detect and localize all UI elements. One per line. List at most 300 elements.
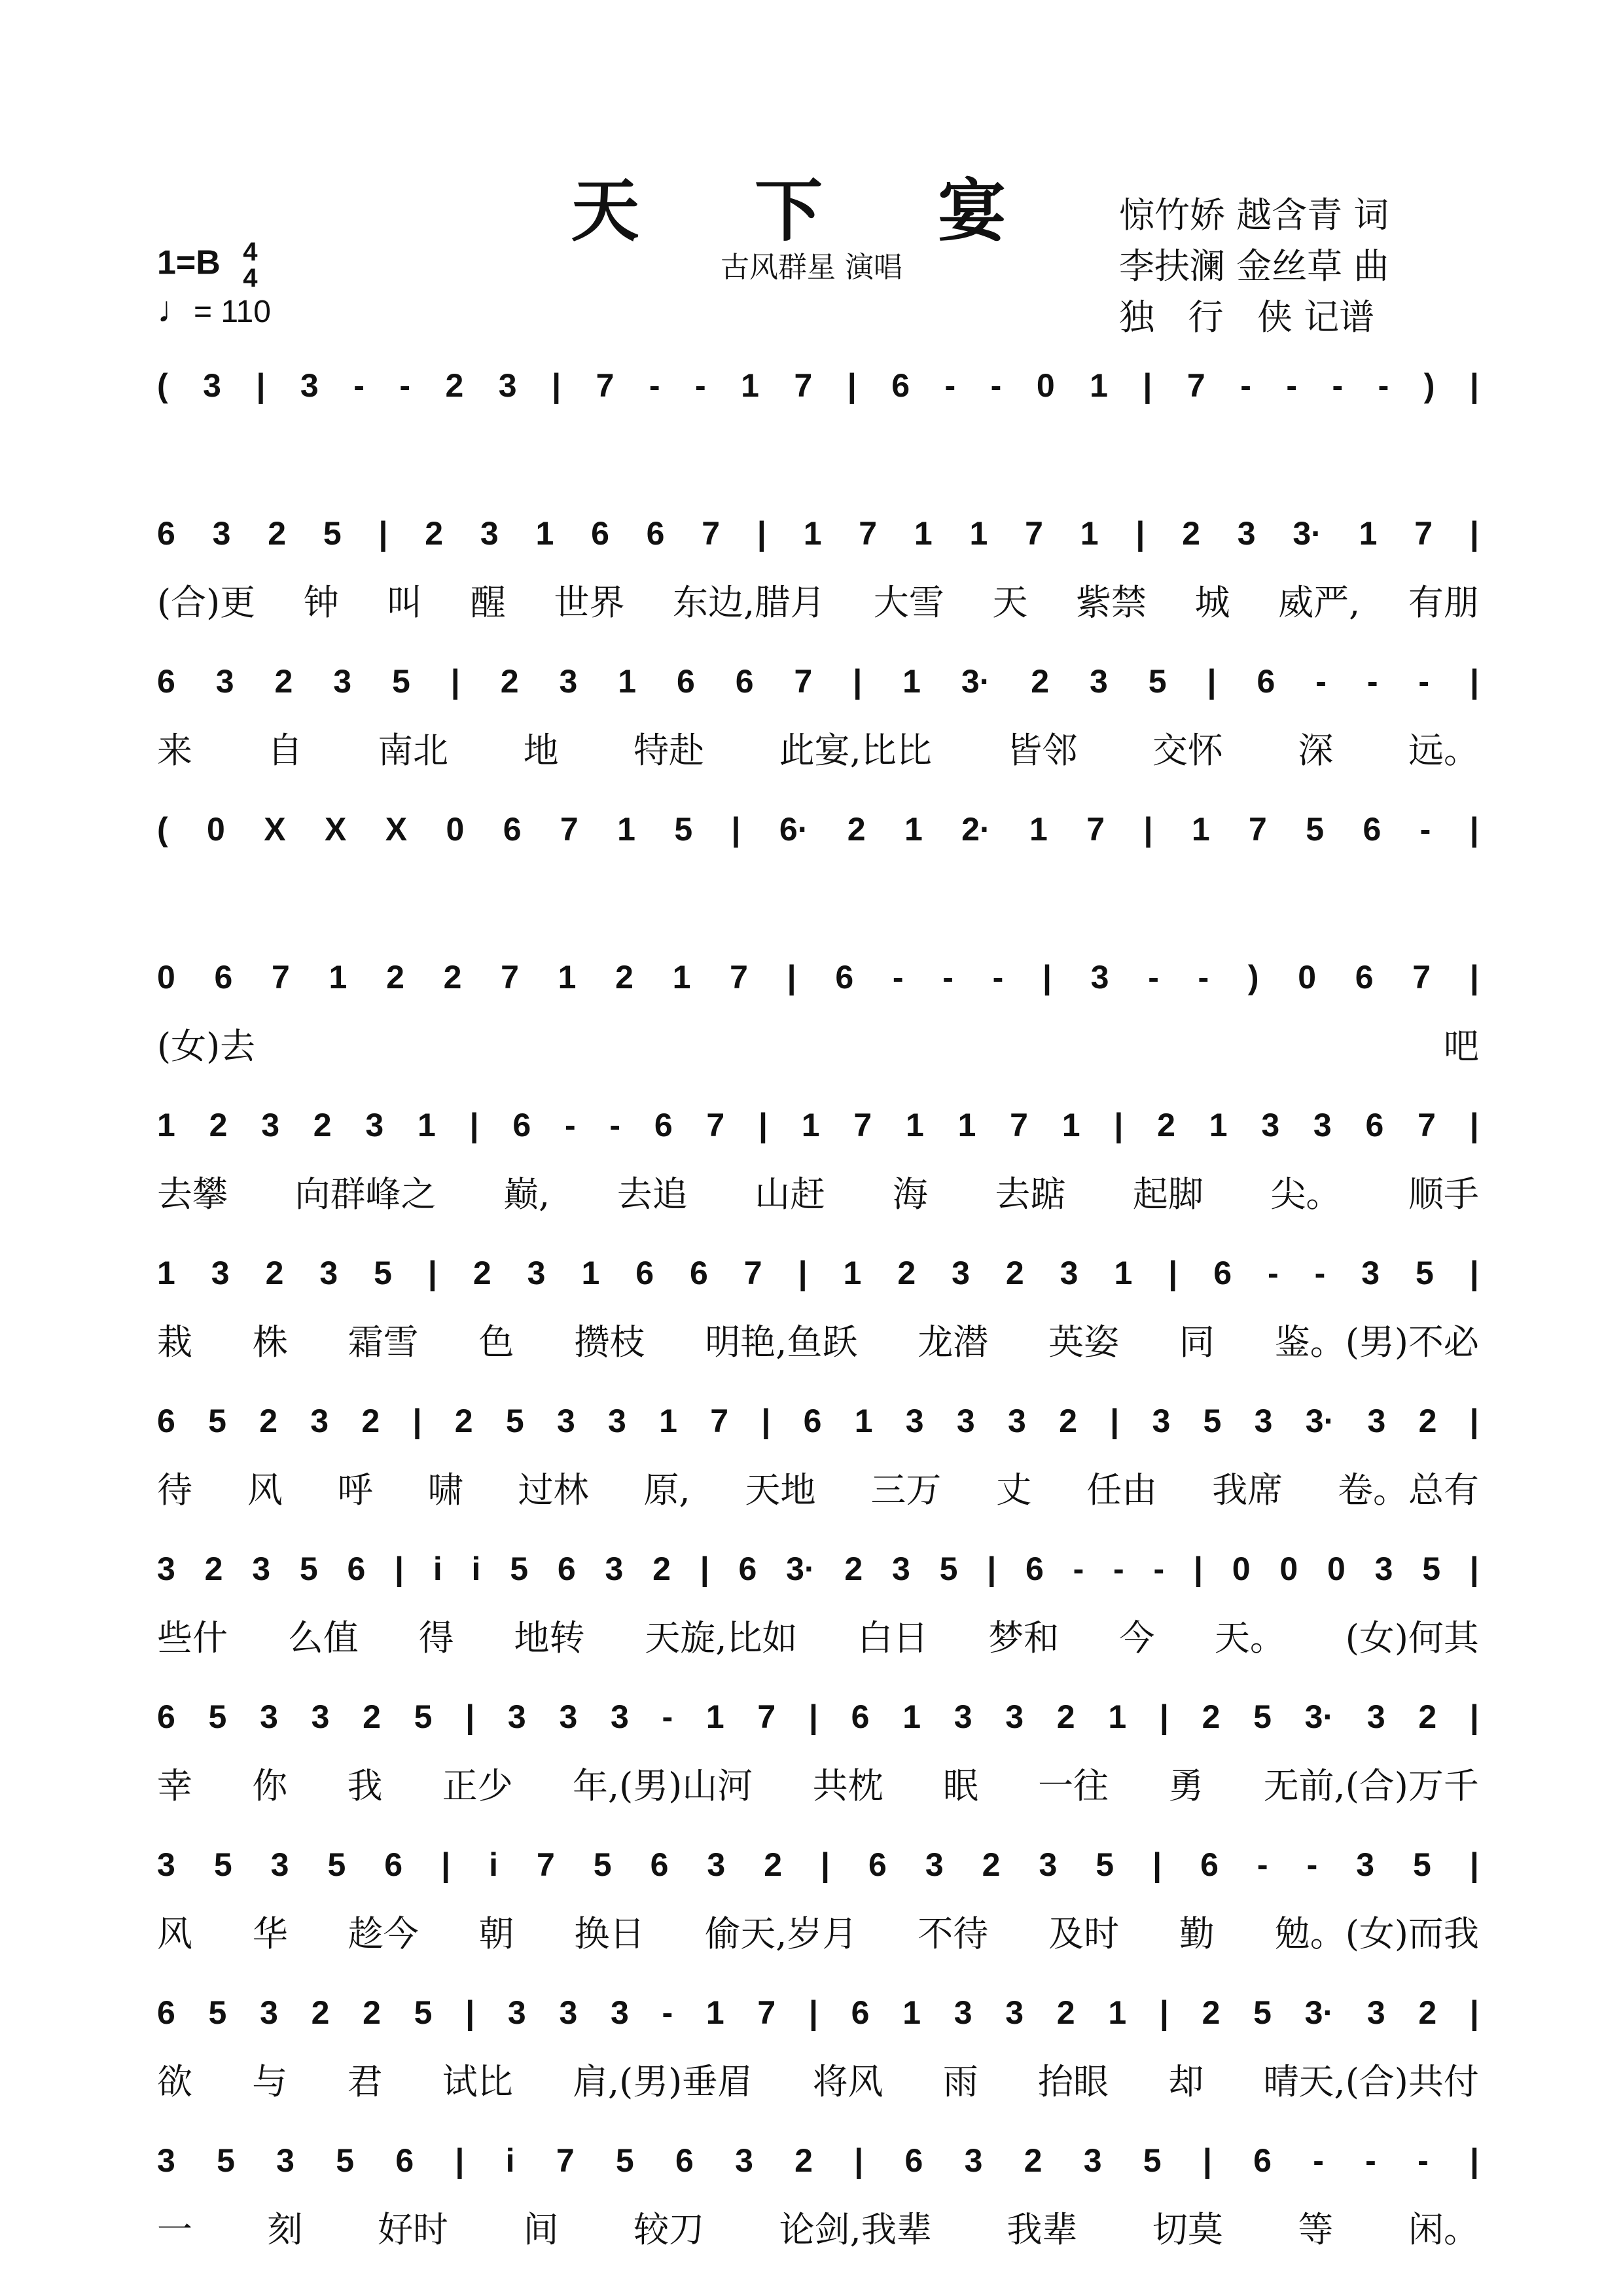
note: - — [1257, 1846, 1268, 1883]
note: 3· — [1293, 515, 1322, 552]
note: 6 — [654, 1107, 673, 1143]
lyric-syllable: 啸 — [427, 1469, 463, 1511]
note: 1 — [1090, 367, 1108, 404]
lyrics-row — [157, 1906, 1479, 1956]
lyric-syllable: 肩,(男)垂眉 — [573, 2061, 753, 2102]
lyric-syllable: 去踮 — [995, 1174, 1066, 1215]
note: 3 — [1261, 1107, 1280, 1143]
key-signature — [157, 239, 258, 291]
note: 3 — [527, 1255, 546, 1291]
note: 5 — [414, 1698, 433, 1735]
barline: | — [395, 1551, 404, 1587]
note: 6 — [635, 1255, 654, 1291]
barline: | — [378, 515, 388, 552]
lyric-syllable: 君 — [347, 2061, 383, 2102]
note: ( — [157, 367, 168, 404]
lyrics-row — [157, 723, 1479, 773]
note: 5 — [299, 1551, 318, 1587]
lyric-syllable: 幸 — [157, 1765, 192, 1806]
barline: | — [1143, 367, 1152, 404]
barline: | — [758, 1107, 768, 1143]
barline: | — [1135, 515, 1145, 552]
note: 7 — [1414, 515, 1433, 552]
note: 3 — [203, 367, 221, 404]
lyric-syllable: 风 — [247, 1469, 283, 1511]
note: 7 — [757, 1994, 776, 2031]
note: 3 — [1005, 1994, 1024, 2031]
note: 7 — [501, 959, 519, 996]
note: 1 — [157, 1107, 175, 1143]
lyric-syllable: 闲。 — [1408, 2209, 1479, 2250]
lyric-syllable: 鉴。(男)不必 — [1274, 1321, 1479, 1363]
note: 1 — [969, 515, 988, 552]
note: 3 — [1367, 1403, 1386, 1439]
note: - — [1419, 811, 1431, 848]
notation-row — [157, 1981, 1479, 2046]
note: 0 — [1036, 367, 1055, 404]
lyric-syllable: 叫 — [387, 582, 423, 623]
note: 6 — [157, 1994, 175, 2031]
notation-row — [157, 797, 1479, 863]
barline: | — [854, 2142, 864, 2179]
note: 1 — [803, 515, 822, 552]
note: - — [1073, 1551, 1084, 1587]
lyric-syllable: 换日 — [574, 1913, 645, 1954]
lyric-syllable: 及时 — [1048, 1913, 1120, 1954]
lyric-syllable: 不待 — [918, 1913, 989, 1954]
barline: | — [441, 1846, 451, 1883]
lyric-syllable: 海 — [892, 1174, 928, 1215]
lyric-syllable: 我 — [347, 1765, 383, 1806]
lyric-syllable: 株 — [252, 1321, 288, 1363]
note: - — [1240, 367, 1251, 404]
note: 2 — [1031, 663, 1050, 700]
note: 5 — [327, 1846, 346, 1883]
note: 3 — [498, 367, 517, 404]
lyric-syllable: 我辈 — [1007, 2209, 1078, 2250]
barline: | — [1143, 811, 1153, 848]
note: 5 — [510, 1551, 529, 1587]
lyric-syllable: 世界 — [554, 582, 625, 623]
note: 3 — [260, 1994, 278, 2031]
note: 1 — [902, 1994, 921, 2031]
note: 2 — [209, 1107, 228, 1143]
note: 5 — [1253, 1698, 1272, 1735]
note: - — [1366, 663, 1378, 700]
note: 5 — [1203, 1403, 1222, 1439]
note: 3 — [319, 1255, 338, 1291]
lyric-syllable: 此宴,比比 — [779, 730, 932, 771]
note: 3 — [1366, 1698, 1385, 1735]
notation-text — [157, 514, 1479, 552]
note: 5 — [1416, 1255, 1434, 1291]
lyrics-row — [157, 2202, 1479, 2252]
barline: | — [1168, 1255, 1178, 1291]
note: 3· — [1305, 1403, 1335, 1439]
note: 3 — [311, 1698, 330, 1735]
note: 3 — [1039, 1846, 1058, 1883]
tempo-value: = 110 — [194, 295, 271, 329]
note: 3 — [605, 1551, 624, 1587]
note: 3 — [333, 663, 352, 700]
lyricist-credit: 惊竹娇 越含青 词 — [1119, 194, 1389, 236]
lyric-syllable: 皆邻 — [1007, 730, 1078, 771]
lyric-syllable: 南北 — [378, 730, 449, 771]
note: 3 — [261, 1107, 279, 1143]
note: 2 — [1202, 1994, 1221, 2031]
note: 6 — [891, 367, 910, 404]
barline: | — [1193, 1551, 1203, 1587]
barline: | — [757, 515, 766, 552]
performer-credit: 古风群星 演唱 — [721, 251, 902, 284]
lyric-syllable: 等 — [1298, 2209, 1334, 2250]
tempo-marking — [157, 288, 271, 331]
note: 6 — [1200, 1846, 1219, 1883]
lyric-syllable: 无前,(合)万千 — [1263, 1765, 1479, 1806]
note: 3 — [212, 515, 231, 552]
note: 5 — [1306, 811, 1325, 848]
note: 3 — [608, 1403, 626, 1439]
note: 6 — [157, 1403, 175, 1439]
lyric-syllable: 天地 — [745, 1469, 816, 1511]
note: 6 — [157, 1698, 175, 1735]
note: 1 — [914, 515, 933, 552]
note: 5 — [615, 2142, 634, 2179]
lyric-syllable: 白日 — [857, 1617, 929, 1659]
note: 1 — [581, 1255, 600, 1291]
barline: | — [469, 1107, 479, 1143]
note: 0 — [207, 811, 225, 848]
note: 2 — [265, 1255, 284, 1291]
note: - — [399, 367, 411, 404]
note: 1 — [705, 1994, 724, 2031]
note: 3 — [735, 2142, 753, 2179]
note: 7 — [853, 1107, 872, 1143]
lyric-syllable: 却 — [1168, 2061, 1204, 2102]
note: 3 — [1152, 1403, 1171, 1439]
note: 3 — [1090, 663, 1108, 700]
note: 5 — [1253, 1994, 1272, 2031]
note: 7 — [272, 959, 290, 996]
note: 3 — [610, 1698, 629, 1735]
lyric-syllable: 明艳,鱼跃 — [705, 1321, 858, 1363]
barline: | — [1469, 1255, 1479, 1291]
barline: | — [1152, 1846, 1162, 1883]
note: - — [1418, 663, 1430, 700]
lyric-syllable: 风 — [157, 1913, 192, 1954]
barline: | — [761, 1403, 771, 1439]
note: 6 — [835, 959, 854, 996]
note: 3 — [559, 663, 578, 700]
note: 2 — [1056, 1994, 1075, 2031]
note: 2 — [454, 1403, 473, 1439]
note: 3 — [1356, 1846, 1375, 1883]
note: 3 — [559, 1698, 578, 1735]
note: 3 — [1237, 515, 1256, 552]
note: 2 — [1182, 515, 1200, 552]
lyric-syllable: 正少 — [442, 1765, 513, 1806]
note: 1 — [1359, 515, 1378, 552]
lyric-syllable: 霜雪 — [348, 1321, 419, 1363]
lyric-syllable: 色 — [478, 1321, 514, 1363]
note: 6 — [512, 1107, 531, 1143]
note: 3· — [961, 663, 991, 700]
note: 3 — [905, 1403, 924, 1439]
barline: | — [1469, 515, 1479, 552]
note: 1 — [1114, 1255, 1133, 1291]
barline: | — [1207, 663, 1217, 700]
note: i — [433, 1551, 442, 1587]
lyric-syllable: 交怀 — [1152, 730, 1223, 771]
note: 1 — [535, 515, 554, 552]
note: ) — [1423, 367, 1435, 404]
note: 6 — [1363, 811, 1382, 848]
lyric-syllable: 同 — [1179, 1321, 1215, 1363]
note: 7 — [859, 515, 878, 552]
note: 6 — [851, 1994, 870, 2031]
note: 7 — [1186, 367, 1205, 404]
note: 6 — [384, 1846, 403, 1883]
lyric-syllable: 勇 — [1168, 1765, 1204, 1806]
note: 1 — [902, 1698, 921, 1735]
lyric-syllable: 间 — [523, 2209, 559, 2250]
credits-block — [1119, 190, 1389, 343]
note: 1 — [1191, 811, 1210, 848]
lyric-syllable: 一 — [157, 2209, 192, 2250]
note: - — [1267, 1255, 1279, 1291]
note: 3 — [211, 1255, 230, 1291]
note: - — [609, 1107, 621, 1143]
note: 2 — [259, 1403, 277, 1439]
note: 3 — [964, 2142, 983, 2179]
note: 1 — [854, 1403, 873, 1439]
note: 7 — [1010, 1107, 1028, 1143]
lyric-syllable: 大雪 — [873, 582, 944, 623]
note: - — [662, 1698, 673, 1735]
note: 7 — [1418, 1107, 1436, 1143]
notation-text — [157, 1846, 1479, 1884]
lyric-syllable: 切莫 — [1152, 2209, 1223, 2250]
note: 3· — [1304, 1994, 1334, 2031]
note: 3 — [1254, 1403, 1273, 1439]
barline: | — [847, 367, 857, 404]
notation-row — [157, 945, 1479, 1011]
note: 7 — [536, 1846, 555, 1883]
note: 5 — [1143, 2142, 1162, 2179]
barline: | — [1469, 1698, 1479, 1735]
note: - — [1314, 1255, 1326, 1291]
notation-text — [157, 1106, 1479, 1144]
note: 7 — [1412, 959, 1431, 996]
note: 3 — [1005, 1698, 1024, 1735]
note: 1 — [1061, 1107, 1080, 1143]
lyric-syllable: 地转 — [514, 1617, 585, 1659]
note: 3· — [1304, 1698, 1334, 1735]
note: 6 — [650, 1846, 669, 1883]
note: - — [649, 367, 660, 404]
quarter-note-icon: ♩ — [157, 289, 194, 330]
note: 2 — [274, 663, 293, 700]
note: - — [1313, 2142, 1324, 2179]
notation-row — [157, 1833, 1479, 1898]
note: 2 — [764, 1846, 783, 1883]
note: 5 — [208, 1994, 227, 2031]
note: 3 — [260, 1698, 278, 1735]
lyric-syllable: (合)更 — [157, 582, 256, 623]
lyric-syllable: 勉。(女)而我 — [1274, 1913, 1479, 1954]
lyric-syllable: 天旋,比如 — [645, 1617, 798, 1659]
note: 2 — [473, 1255, 491, 1291]
lyric-syllable: 欲 — [157, 2061, 192, 2102]
lyrics-row — [157, 1462, 1479, 1513]
note: 5 — [939, 1551, 958, 1587]
note: 7 — [794, 663, 813, 700]
lyric-syllable: 呼 — [337, 1469, 373, 1511]
note: - — [695, 367, 706, 404]
note: 2· — [961, 811, 991, 848]
note: 3 — [1366, 1994, 1385, 2031]
note: 1 — [617, 811, 635, 848]
note: 7 — [710, 1403, 729, 1439]
composer-credit: 李扶澜 金丝草 曲 — [1119, 245, 1389, 287]
barline: | — [821, 1846, 830, 1883]
barline: | — [1114, 1107, 1124, 1143]
note: 6 — [1365, 1107, 1384, 1143]
note: 3 — [270, 1846, 289, 1883]
note: 5 — [505, 1403, 524, 1439]
barline: | — [1469, 367, 1479, 404]
notation-row — [157, 353, 1479, 419]
note: 5 — [593, 1846, 612, 1883]
lyric-syllable: 醒 — [470, 582, 506, 623]
lyric-syllable: 梦和 — [988, 1617, 1060, 1659]
note: 7 — [794, 367, 813, 404]
lyric-syllable: 来 — [157, 730, 192, 771]
note: 3 — [925, 1846, 944, 1883]
note: 1 — [1108, 1698, 1127, 1735]
note: 7 — [706, 1107, 725, 1143]
note: 2 — [847, 811, 866, 848]
note: 7 — [1086, 811, 1105, 848]
note: 5 — [1422, 1551, 1440, 1587]
note: 3 — [1361, 1255, 1380, 1291]
note: 0 — [157, 959, 175, 996]
note: - — [1148, 959, 1159, 996]
note: - — [992, 959, 1004, 996]
note: 1 — [659, 1403, 677, 1439]
note: 1 — [1029, 811, 1048, 848]
note: 3 — [157, 1551, 175, 1587]
lyric-syllable: (女)去 — [157, 1026, 256, 1067]
lyric-syllable: 年,(男)山河 — [573, 1765, 753, 1806]
notation-text — [157, 1994, 1479, 2032]
note: 3 — [559, 1994, 578, 2031]
note: i — [505, 2142, 515, 2179]
notation-text — [157, 1698, 1479, 1736]
barline: | — [1469, 1846, 1479, 1883]
note: - — [892, 959, 904, 996]
notation-row — [157, 1241, 1479, 1306]
note: 6 — [214, 959, 233, 996]
note: 5 — [213, 1846, 232, 1883]
note: 2 — [363, 1698, 381, 1735]
note: - — [1418, 2142, 1429, 2179]
lyric-syllable: 尖。 — [1270, 1174, 1342, 1215]
note: 3· — [786, 1551, 815, 1587]
note: 3 — [480, 515, 499, 552]
note: 3 — [365, 1107, 384, 1143]
notation-text — [157, 2142, 1479, 2179]
note: 3 — [310, 1403, 329, 1439]
lyric-syllable: 待 — [157, 1469, 192, 1511]
lyrics-row — [157, 2054, 1479, 2104]
lyric-syllable: 自 — [267, 730, 303, 771]
lyric-syllable: 任由 — [1086, 1469, 1158, 1511]
note: 2 — [1056, 1698, 1075, 1735]
lyric-syllable: 紫禁 — [1075, 582, 1147, 623]
barline: | — [798, 1255, 808, 1291]
lyrics-row — [157, 575, 1479, 625]
note: 1 — [1209, 1107, 1228, 1143]
note: 5 — [323, 515, 342, 552]
note: 3 — [1060, 1255, 1079, 1291]
notation-row — [157, 1537, 1479, 1602]
notation-text — [157, 1550, 1479, 1588]
note: - — [942, 959, 954, 996]
barline: | — [1469, 1551, 1479, 1587]
barline: | — [455, 2142, 465, 2179]
note: 7 — [556, 2142, 575, 2179]
note: 2 — [443, 959, 462, 996]
lyric-syllable: 丈 — [996, 1469, 1032, 1511]
lyric-syllable: 向群峰之 — [294, 1174, 437, 1215]
barline: | — [731, 811, 741, 848]
note: - — [1306, 1846, 1318, 1883]
barline: | — [1469, 959, 1479, 996]
barline: | — [256, 367, 266, 404]
notation-row — [157, 1389, 1479, 1454]
note: 2 — [386, 959, 404, 996]
note: 7 — [757, 1698, 776, 1735]
note: 0 — [1327, 1551, 1346, 1587]
note: 3 — [891, 1551, 910, 1587]
lyric-syllable: (女)何其 — [1345, 1617, 1479, 1659]
barline: | — [1469, 1994, 1479, 2031]
time-signature — [243, 239, 257, 291]
lyric-syllable: 顺手 — [1408, 1174, 1479, 1215]
lyric-syllable: 偷天,岁月 — [705, 1913, 858, 1954]
lyric-syllable: 特赴 — [633, 730, 705, 771]
note: - — [1332, 367, 1344, 404]
note: 2 — [425, 515, 444, 552]
lyric-syllable: 你 — [252, 1765, 288, 1806]
notation-text — [157, 958, 1479, 996]
note: 2 — [313, 1107, 332, 1143]
note: 7 — [560, 811, 579, 848]
lyric-syllable: 试比 — [442, 2061, 513, 2102]
lyric-syllable: 趁今 — [348, 1913, 419, 1954]
note: 3 — [952, 1255, 970, 1291]
lyric-syllable: 深 — [1298, 730, 1334, 771]
note: 6 — [735, 663, 754, 700]
notation-text — [157, 810, 1479, 848]
note: - — [564, 1107, 576, 1143]
note: 2 — [1202, 1698, 1221, 1735]
lyric-syllable: 过林 — [518, 1469, 589, 1511]
note: 2 — [363, 1994, 381, 2031]
lyric-syllable: 城 — [1194, 582, 1230, 623]
note: 6 — [676, 663, 695, 700]
